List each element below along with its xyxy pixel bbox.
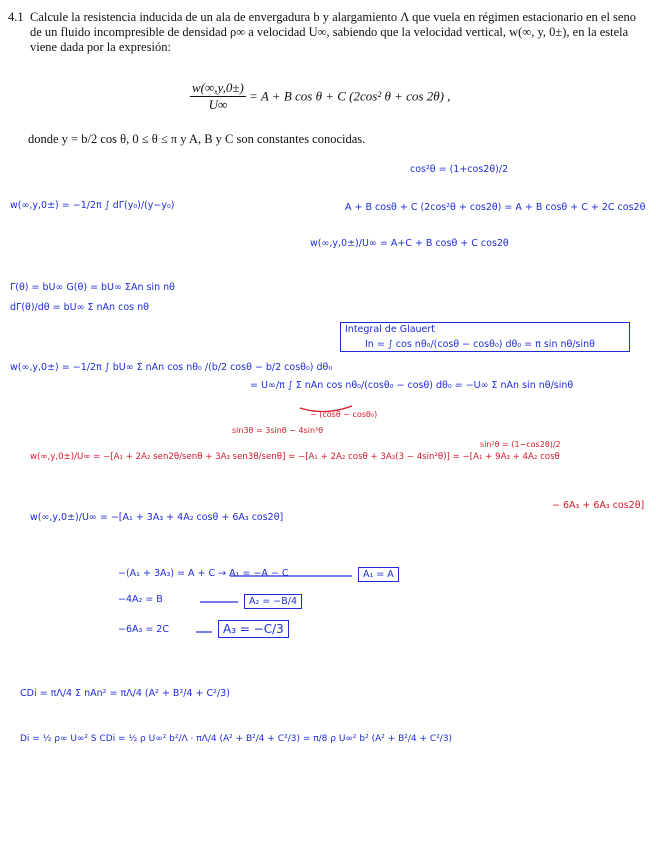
di-formula: Di = ½ ρ∞ U∞² S CDi = ½ ρ U∞² b²/Λ · πΛ/4 (A² + B²/4 + C²/3) = π/8 ρ U∞² b² (A² + B²/4 + C²/3) <box>20 734 453 744</box>
cdi-formula: CDi = πΛ/4 Σ nAn² = πΛ/4 (A² + B²/4 + C²/3) <box>20 688 230 699</box>
equation-2: −4A₂ = B <box>118 594 163 605</box>
gamma-derivative: dΓ(θ)/dθ = bU∞ Σ nAn cos nθ <box>10 302 149 313</box>
series-coefficients: w(∞,y,0±)/U∞ = −[A₁ + 3A₃ + 4A₂ cosθ + 6A₃ cos2θ] <box>30 512 284 523</box>
result-a3: A₃ = −C/3 <box>218 620 289 638</box>
result-a1: A₁ = A <box>358 567 399 582</box>
series-reduction: w(∞,y,0±)/U∞ = −[A₁ + 2A₂ sen2θ/senθ + 3A₃ sen3θ/senθ] = −[A₁ + 2A₂ cosθ + 3A₃(3 − 4sin²θ)] = −[A₁ + 9A₃ + 4A₂ cosθ <box>30 452 560 462</box>
w-ratio: w(∞,y,0±)/U∞ = A+C + B cosθ + C cos2θ <box>310 238 509 249</box>
gamma-definition: Γ(θ) = bU∞ G(θ) = bU∞ ΣAn sin nθ <box>10 282 175 293</box>
formula-rhs: = A + B cos θ + C (2cos² θ + cos 2θ) , <box>249 88 451 104</box>
result-a2: A₂ = −B/4 <box>244 594 302 609</box>
w-integral: w(∞,y,0±) = −1/2π ∫ dΓ(y₀)/(y−y₀) <box>10 200 175 211</box>
problem-text: Calcule la resistencia inducida de un ala de envergadura b y alargamiento Λ que vuela en régimen estacionario en el seno de un fluido incompresible de densidad ρ∞ a velocidad U∞, sabiendo que la velocidad vertical, w(∞, y, 0±), en la estela viene dada por la expresión: <box>30 10 636 54</box>
rhs-expansion: A + B cosθ + C (2cos²θ + cos2θ) = A + B cosθ + C + 2C cos2θ <box>345 202 646 213</box>
w-theta-result: = U∞/π ∫ Σ nAn cos nθ₀/(cosθ₀ − cosθ) dθ₀ = −U∞ Σ nAn sin nθ/sinθ <box>250 380 574 391</box>
cos2-identity: cos²θ = (1+cos2θ)/2 <box>410 164 509 175</box>
glauert-title: Integral de Glauert <box>345 324 436 335</box>
problem-number: 4.1 <box>8 10 24 24</box>
equation-3: −6A₃ = 2C <box>118 624 169 635</box>
donde-line: donde y = b/2 cos θ, 0 ≤ θ ≤ π y A, B y C son constantes conocidas. <box>28 132 366 146</box>
minus-paren-note: − (cosθ − cosθ₀) <box>310 410 378 419</box>
formula-denominator: U∞ <box>208 97 228 112</box>
w-theta-integral: w(∞,y,0±) = −1/2π ∫ bU∞ Σ nAn cos nθ₀ /(b/2 cosθ − b/2 cosθ₀) dθ₀ <box>10 362 333 373</box>
series-reduction-tail: − 6A₃ + 6A₃ cos2θ] <box>552 500 645 511</box>
glauert-integral: In = ∫ cos nθ₀/(cosθ − cosθ₀) dθ₀ = π sin nθ/sinθ <box>365 339 595 350</box>
formula-numerator: w(∞,y,0±) <box>192 80 244 95</box>
sin2-identity: sin²θ = (1−cos2θ)/2 <box>480 440 561 449</box>
sin3-identity: sin3θ = 3sinθ − 4sin³θ <box>232 426 324 435</box>
equation-1: −(A₁ + 3A₃) = A + C → A₁ = −A − C <box>118 568 289 579</box>
